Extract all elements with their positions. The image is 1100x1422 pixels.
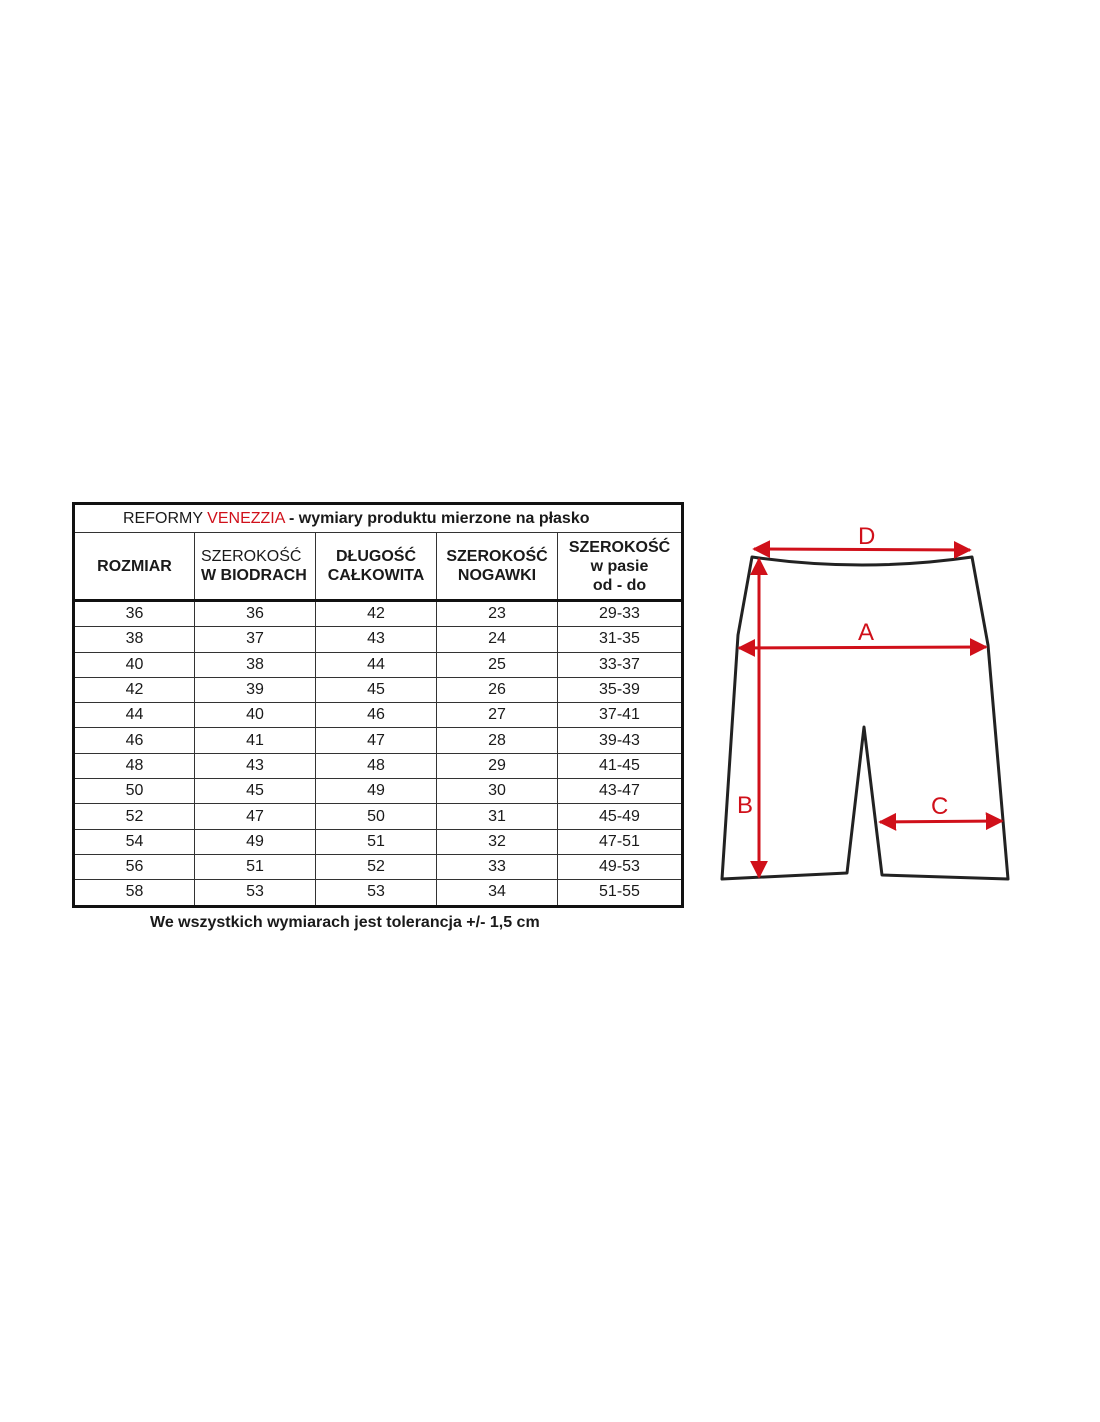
cell-total-length: 47 (316, 728, 437, 753)
cell-leg-width: 34 (437, 880, 558, 906)
cell-total-length: 53 (316, 880, 437, 906)
cell-waist-width: 51-55 (558, 880, 683, 906)
cell-size: 42 (74, 677, 195, 702)
cell-hip-width: 38 (195, 652, 316, 677)
table-row (74, 804, 683, 829)
label-d: D (858, 523, 876, 550)
cell-hip-width: 49 (195, 829, 316, 854)
table-title-row (74, 504, 683, 533)
cell-hip-width: 41 (195, 728, 316, 753)
shorts-outline (722, 557, 1008, 879)
cell-size: 40 (74, 652, 195, 677)
arrow-a (739, 647, 986, 648)
cell-size: 36 (74, 601, 195, 627)
cell-waist-width: 35-39 (558, 677, 683, 702)
table-row (74, 677, 683, 702)
cell-hip-width: 36 (195, 601, 316, 627)
cell-size: 52 (74, 804, 195, 829)
cell-total-length: 45 (316, 677, 437, 702)
cell-leg-width: 30 (437, 779, 558, 804)
cell-leg-width: 29 (437, 753, 558, 778)
cell-waist-width: 29-33 (558, 601, 683, 627)
cell-waist-width: 39-43 (558, 728, 683, 753)
arrow-c (880, 821, 1002, 822)
table-row (74, 652, 683, 677)
label-a: A (858, 619, 875, 646)
cell-waist-width: 49-53 (558, 854, 683, 879)
shorts-measurement-diagram (712, 515, 1016, 890)
cell-waist-width: 37-41 (558, 703, 683, 728)
cell-size: 50 (74, 779, 195, 804)
cell-leg-width: 31 (437, 804, 558, 829)
cell-size: 46 (74, 728, 195, 753)
table-row (74, 703, 683, 728)
table-row (74, 601, 683, 627)
title-description: - wymiary produktu mierzone na płasko (288, 509, 590, 527)
title-prefix: REFORMY (123, 509, 203, 527)
cell-leg-width: 26 (437, 677, 558, 702)
table-title (74, 504, 683, 533)
cell-hip-width: 53 (195, 880, 316, 906)
cell-waist-width: 47-51 (558, 829, 683, 854)
cell-hip-width: 47 (195, 804, 316, 829)
cell-waist-width: 45-49 (558, 804, 683, 829)
cell-total-length: 50 (316, 804, 437, 829)
cell-leg-width: 33 (437, 854, 558, 879)
cell-waist-width: 31-35 (558, 627, 683, 652)
header-size: ROZMIAR (74, 533, 195, 601)
cell-total-length: 49 (316, 779, 437, 804)
header-leg-width: SZEROKOŚĆ NOGAWKI (437, 533, 558, 601)
brand-name: VENEZZIA (207, 509, 285, 527)
header-row (74, 533, 683, 601)
table-row (74, 829, 683, 854)
header-waist-width: SZEROKOŚĆ w pasie od - do (558, 533, 683, 601)
cell-leg-width: 23 (437, 601, 558, 627)
cell-hip-width: 37 (195, 627, 316, 652)
size-table (72, 502, 684, 908)
tolerance-note: We wszystkich wymiarach jest tolerancja +/- 1,5 cm (150, 914, 540, 931)
cell-total-length: 42 (316, 601, 437, 627)
table-row (74, 753, 683, 778)
cell-leg-width: 28 (437, 728, 558, 753)
cell-total-length: 48 (316, 753, 437, 778)
cell-hip-width: 51 (195, 854, 316, 879)
cell-waist-width: 33-37 (558, 652, 683, 677)
cell-leg-width: 25 (437, 652, 558, 677)
table-row (74, 627, 683, 652)
cell-hip-width: 45 (195, 779, 316, 804)
label-c: C (931, 793, 949, 820)
header-hip-width: SZEROKOŚĆ W BIODRACH (195, 533, 316, 601)
cell-leg-width: 27 (437, 703, 558, 728)
cell-size: 48 (74, 753, 195, 778)
cell-total-length: 51 (316, 829, 437, 854)
cell-total-length: 52 (316, 854, 437, 879)
table-row (74, 880, 683, 906)
cell-leg-width: 24 (437, 627, 558, 652)
cell-size: 44 (74, 703, 195, 728)
cell-size: 58 (74, 880, 195, 906)
table-row (74, 854, 683, 879)
header-total-length: DŁUGOŚĆ CAŁKOWITA (316, 533, 437, 601)
cell-size: 56 (74, 854, 195, 879)
table-row (74, 728, 683, 753)
cell-total-length: 44 (316, 652, 437, 677)
cell-size: 38 (74, 627, 195, 652)
cell-hip-width: 43 (195, 753, 316, 778)
cell-hip-width: 40 (195, 703, 316, 728)
cell-size: 54 (74, 829, 195, 854)
cell-total-length: 43 (316, 627, 437, 652)
table-body (74, 601, 683, 907)
cell-total-length: 46 (316, 703, 437, 728)
cell-waist-width: 41-45 (558, 753, 683, 778)
cell-waist-width: 43-47 (558, 779, 683, 804)
cell-leg-width: 32 (437, 829, 558, 854)
table-row (74, 779, 683, 804)
label-b: B (737, 792, 754, 819)
cell-hip-width: 39 (195, 677, 316, 702)
